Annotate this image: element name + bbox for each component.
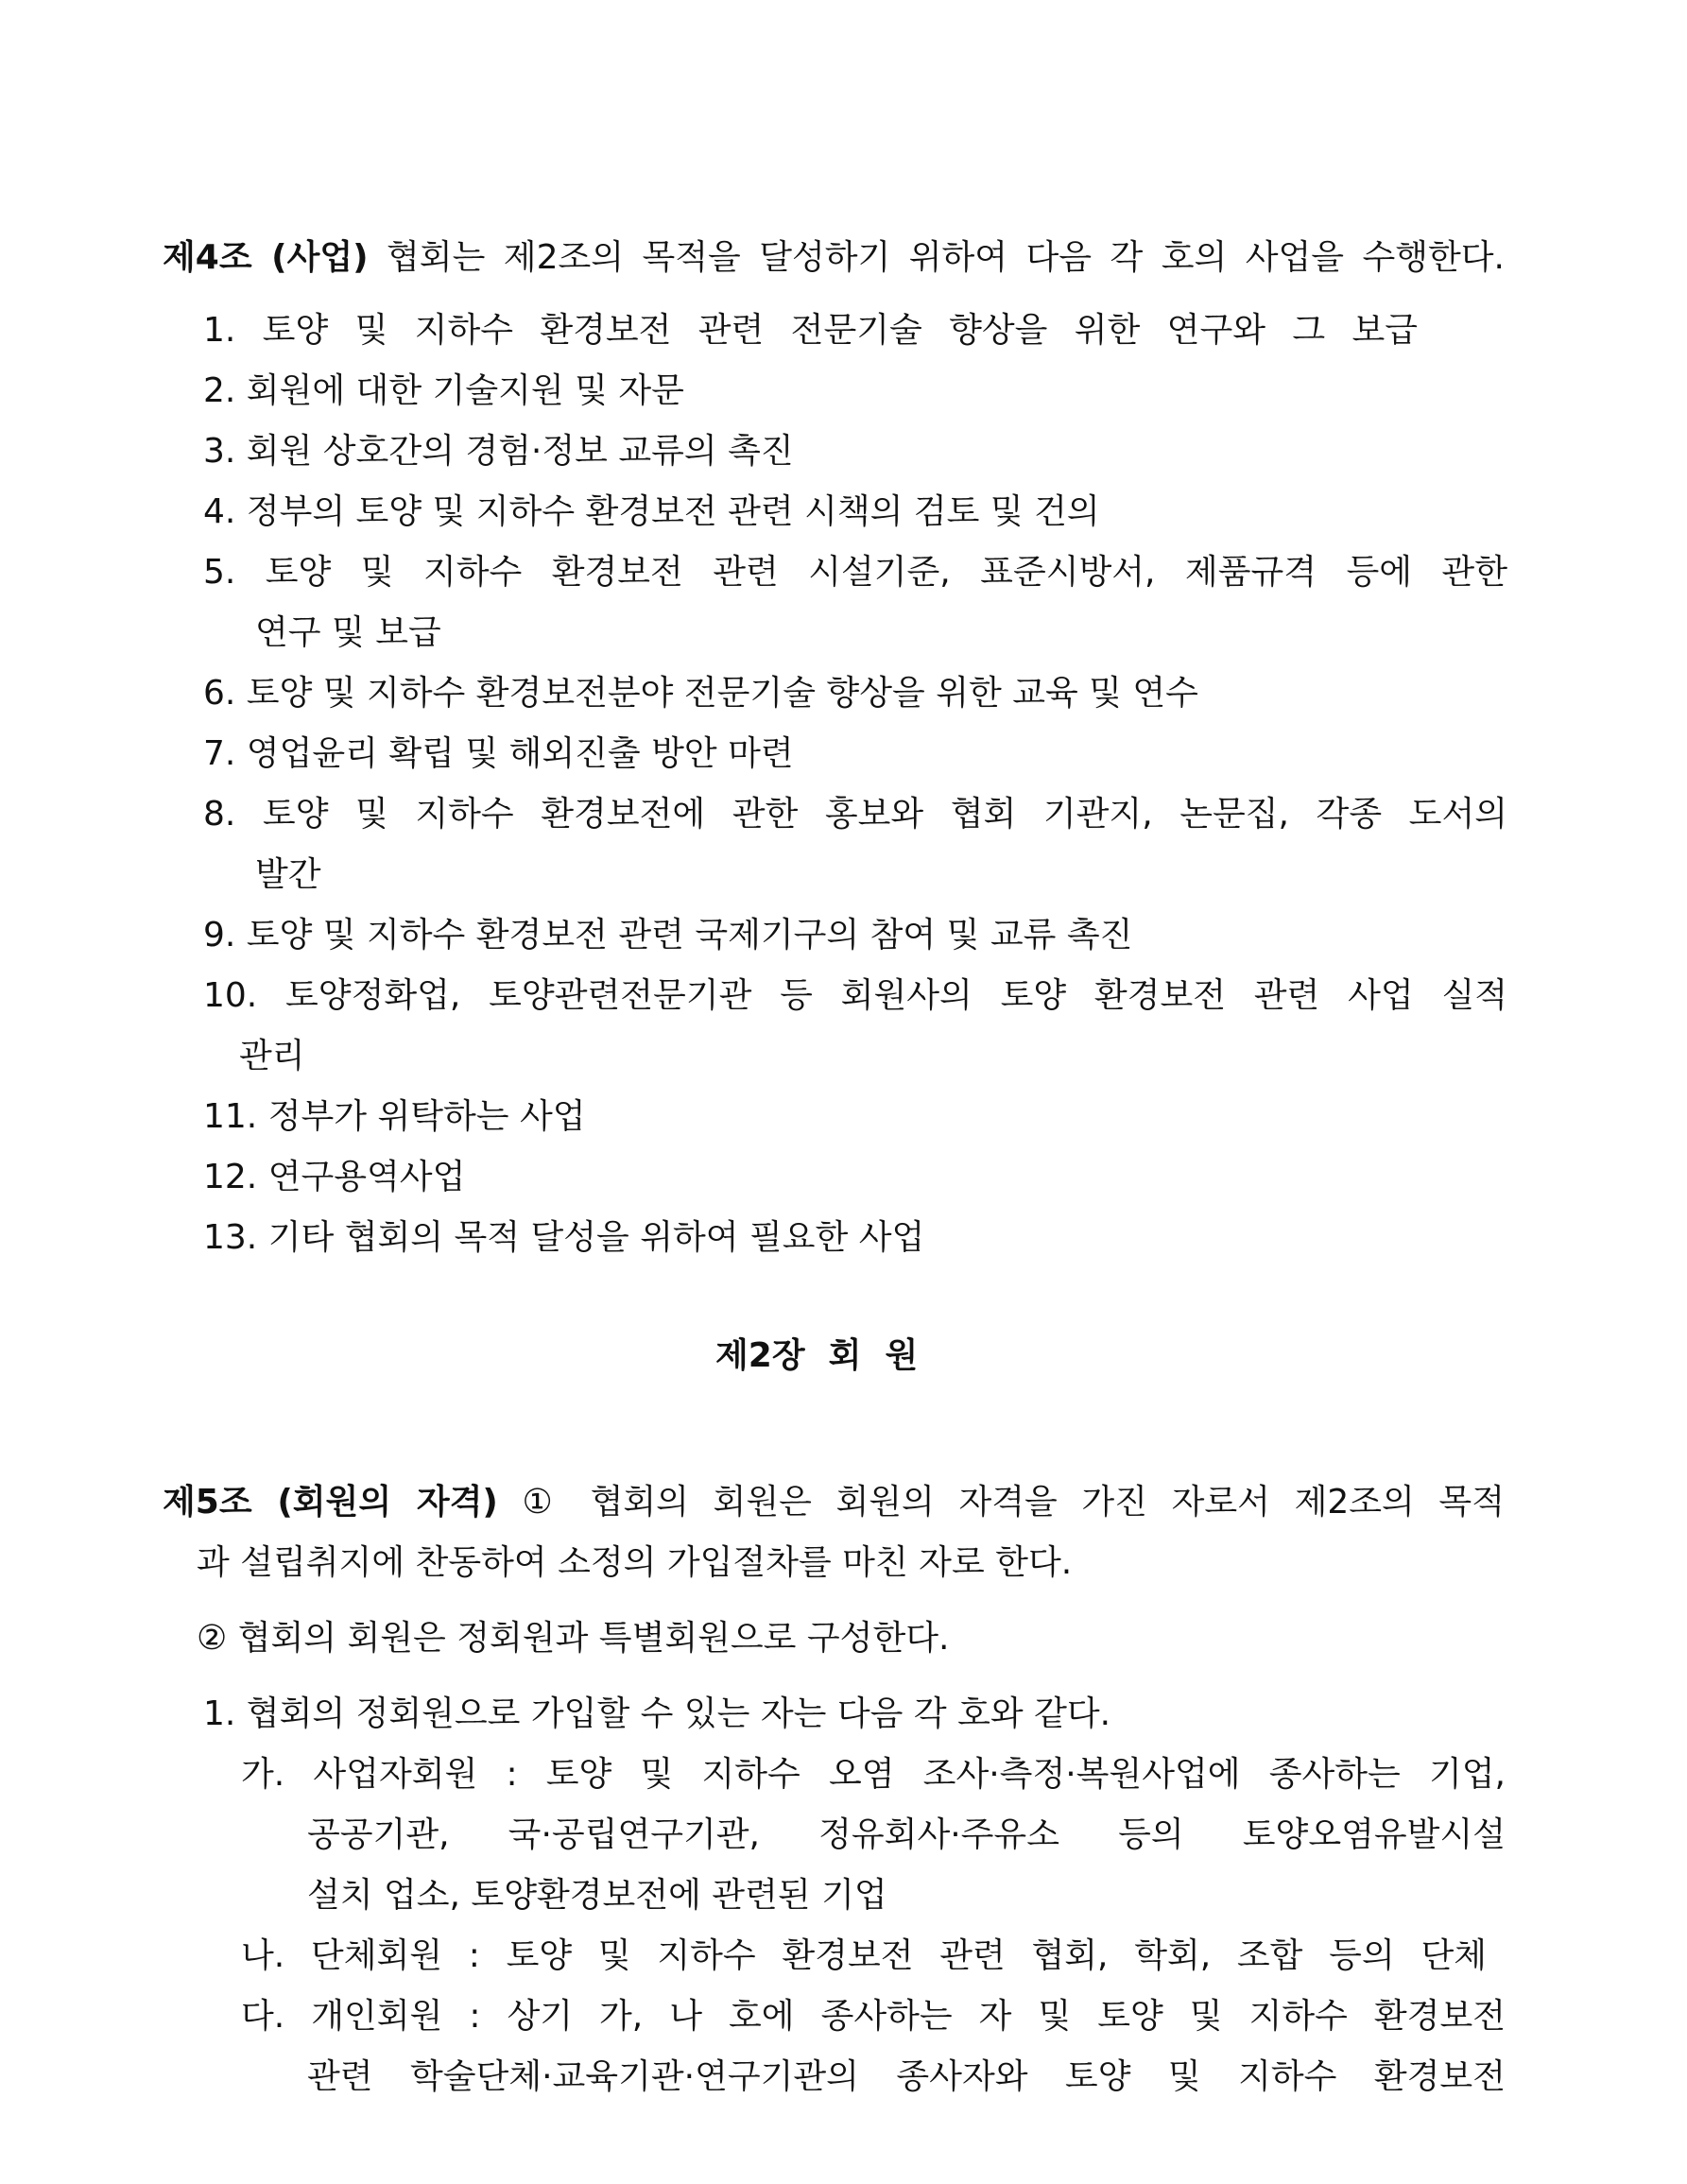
chapter-title: 제2장 회 원 (715, 1336, 919, 1375)
article4-item-13: 13. 기타 협회의 목적 달성을 위하여 필요한 사업 (203, 1218, 925, 1257)
article4-item-3: 3. 회원 상호간의 경험·정보 교류의 촉진 (203, 432, 794, 471)
article5-ga-line3: 설치 업소, 토양환경보전에 관련된 기업 (307, 1876, 887, 1915)
article4-item-4: 4. 정부의 토양 및 지하수 환경보전 관련 시책의 검토 및 건의 (203, 492, 1100, 531)
article4-item-5: 5. 토양 및 지하수 환경보전 관련 시설기준, 표준시방서, 제품규격 등에 관한 (203, 553, 1507, 592)
article5-da-line2: 관련 학술단체·교육기관·연구기관의 종사자와 토양 및 지하수 환경보전 (307, 2057, 1506, 2096)
article4-item-6: 6. 토양 및 지하수 환경보전분야 전문기술 향상을 위한 교육 및 연수 (203, 674, 1198, 713)
article5-ga-line1: 가. 사업자회원 : 토양 및 지하수 오염 조사·측정·복원사업에 종사하는 기업, (241, 1755, 1506, 1794)
article4-item-10-cont: 관리 (239, 1037, 305, 1075)
article5-da-line1: 다. 개인회원 : 상기 가, 나 호에 종사하는 자 및 토양 및 지하수 환경보전 (241, 1997, 1506, 2036)
article5-para1-line1 (163, 1482, 1505, 1523)
article5-para1-text: ① 협회의 회원은 회원의 자격을 가진 자로서 제2조의 목적 (522, 1483, 1505, 1522)
article5-para1-line2: 과 설립취지에 찬동하여 소정의 가입절차를 마친 자로 한다. (197, 1543, 1073, 1582)
article4-heading: 제4조 (사업) (163, 238, 369, 277)
article4-item-1: 1. 토양 및 지하수 환경보전 관련 전문기술 향상을 위한 연구와 그 보급 (203, 311, 1418, 350)
article5-na-line1: 나. 단체회원 : 토양 및 지하수 환경보전 관련 협회, 학회, 조합 등의 단체 (241, 1936, 1487, 1975)
article4-item-11: 11. 정부가 위탁하는 사업 (203, 1097, 586, 1136)
article4-item-8: 8. 토양 및 지하수 환경보전에 관한 홍보와 협회 기관지, 논문집, 각종 도서의 (203, 795, 1507, 834)
article5-ga-line2: 공공기관, 국·공립연구기관, 정유회사·주유소 등의 토양오염유발시설 (307, 1815, 1506, 1854)
article4-item-5-cont: 연구 및 보급 (255, 613, 441, 652)
article4-item-10: 10. 토양정화업, 토양관련전문기관 등 회원사의 토양 환경보전 관련 사업 실적 (203, 976, 1507, 1015)
article4-intro: 협회는 제2조의 목적을 달성하기 위하여 다음 각 호의 사업을 수행한다. (387, 238, 1505, 277)
article5-heading: 제5조 (회원의 자격) (163, 1483, 498, 1522)
article5-sub1: 1. 협회의 정회원으로 가입할 수 있는 자는 다음 각 호와 같다. (203, 1694, 1111, 1733)
article5-para2: ② 협회의 회원은 정회원과 특별회원으로 구성한다. (197, 1619, 950, 1658)
article4-item-12: 12. 연구용역사업 (203, 1158, 466, 1196)
article4-intro-line (163, 237, 1505, 279)
article4-item-8-cont: 발간 (255, 855, 321, 894)
article4-item-9: 9. 토양 및 지하수 환경보전 관련 국제기구의 참여 및 교류 촉진 (203, 916, 1133, 954)
article4-item-7: 7. 영업윤리 확립 및 해외진출 방안 마련 (203, 734, 794, 773)
article4-item-2: 2. 회원에 대한 기술지원 및 자문 (203, 371, 684, 410)
